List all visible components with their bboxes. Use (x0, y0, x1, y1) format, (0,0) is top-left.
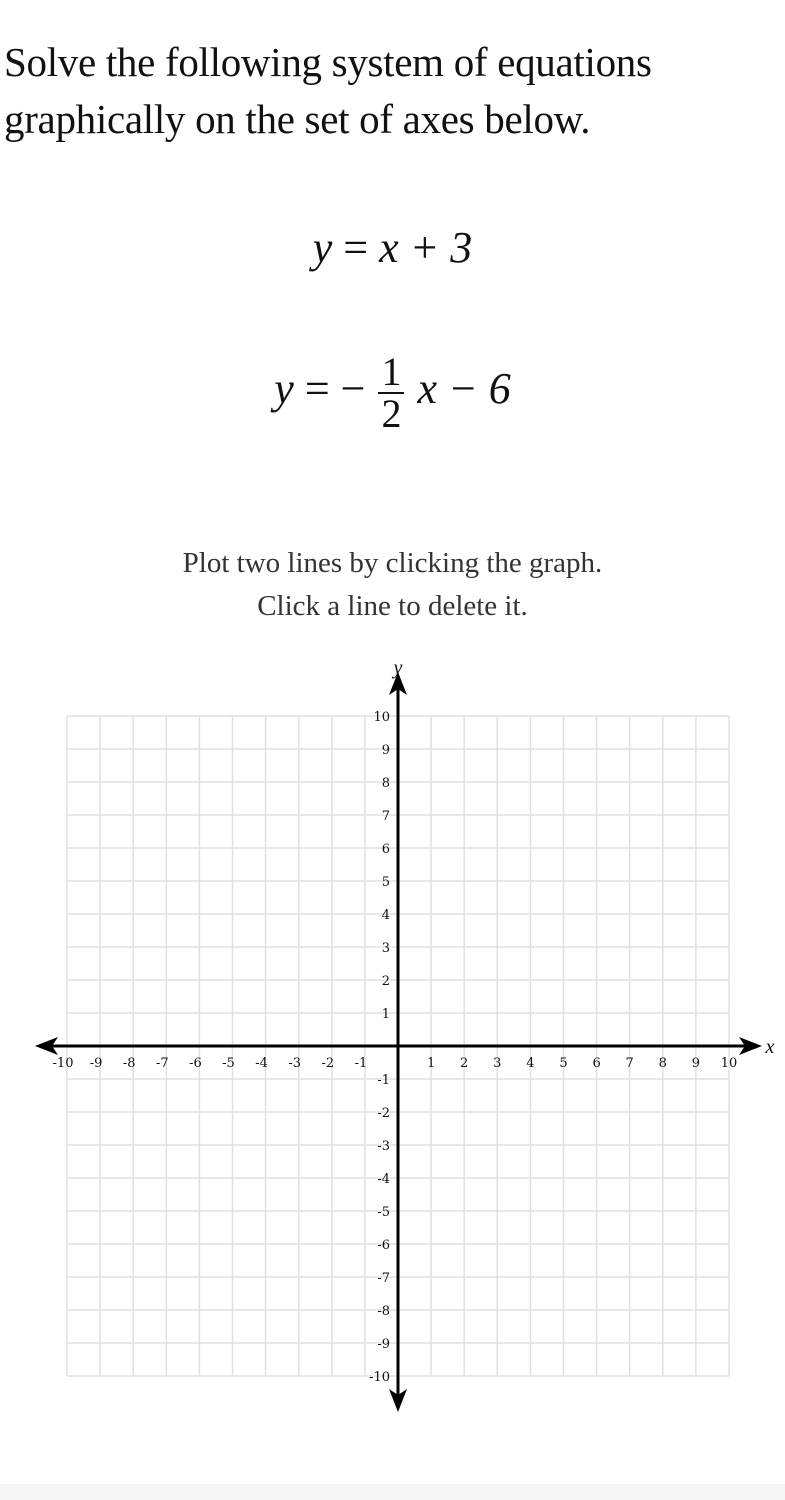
y-tick-label: 4 (381, 908, 390, 923)
y-tick-label: 7 (381, 809, 390, 824)
x-tick-label: -2 (321, 1056, 335, 1071)
x-tick-label: -5 (222, 1056, 235, 1071)
question-text: Solve the following system of equations graphically on the set of axes below. (4, 39, 652, 142)
x-tick-label: 2 (460, 1056, 469, 1071)
x-tick-label: -6 (189, 1056, 202, 1071)
x-tick-label: -3 (288, 1056, 302, 1071)
fraction-denominator: 2 (381, 391, 402, 436)
instruction-plot: Plot two lines by clicking the graph. (182, 547, 603, 579)
x-tick-label: 4 (526, 1056, 535, 1071)
y-tick-label: 9 (381, 743, 390, 758)
x-tick-label: -9 (89, 1056, 103, 1071)
fraction-numerator: 1 (378, 352, 404, 394)
y-tick-label: -8 (377, 1304, 390, 1319)
x-tick-label: -8 (122, 1056, 136, 1071)
graph-canvas[interactable] (0, 650, 785, 1430)
y-tick-label: -4 (377, 1172, 390, 1187)
y-tick-label: 1 (381, 1007, 390, 1022)
y-tick-label: -3 (377, 1139, 390, 1154)
equation-2-sign: − (340, 364, 366, 414)
y-tick-label: -1 (377, 1073, 390, 1088)
y-tick-label: -2 (377, 1106, 390, 1121)
equation-1-lhs: y (312, 223, 333, 272)
y-tick-label: 3 (381, 941, 390, 956)
coordinate-graph[interactable] (0, 650, 785, 1430)
y-tick-label: -6 (377, 1238, 390, 1253)
x-tick-label: 3 (493, 1056, 502, 1071)
y-tick-label: 6 (381, 842, 390, 857)
x-tick-label: -4 (255, 1056, 268, 1071)
y-tick-label: 10 (373, 710, 390, 725)
x-tick-label: 1 (426, 1056, 436, 1071)
x-tick-label: 6 (592, 1056, 601, 1071)
y-tick-label: -10 (369, 1370, 390, 1385)
equation-2-fraction (378, 349, 404, 436)
y-tick-label: 8 (381, 776, 390, 791)
x-tick-label: -10 (52, 1056, 74, 1071)
x-tick-label: 10 (720, 1056, 738, 1071)
equation-2-rhs: x − 6 (417, 364, 511, 414)
footer-band (0, 1484, 785, 1500)
x-tick-label: 5 (559, 1056, 568, 1071)
y-tick-label: 2 (381, 974, 390, 989)
x-tick-label: 8 (658, 1056, 667, 1071)
y-tick-label: -5 (377, 1205, 390, 1220)
x-tick-label: 9 (691, 1056, 701, 1071)
y-tick-label: 5 (381, 875, 390, 890)
x-axis-label: x (765, 1036, 775, 1058)
equation-1: y = x + 3 (312, 223, 473, 272)
y-tick-label: -9 (377, 1337, 390, 1352)
x-tick-label: 7 (625, 1056, 634, 1071)
y-tick-label: -7 (377, 1271, 390, 1286)
instruction-delete: Click a line to delete it. (257, 590, 528, 622)
equation-2: y = − $\frac{1}{2}$ x − 6 (274, 349, 511, 436)
x-tick-label: -1 (354, 1056, 368, 1071)
x-tick-label: -7 (155, 1056, 169, 1071)
equation-1-rhs: x + 3 (379, 223, 473, 272)
y-axis-label: y (393, 657, 403, 679)
equation-2-lhs: y (274, 364, 294, 414)
